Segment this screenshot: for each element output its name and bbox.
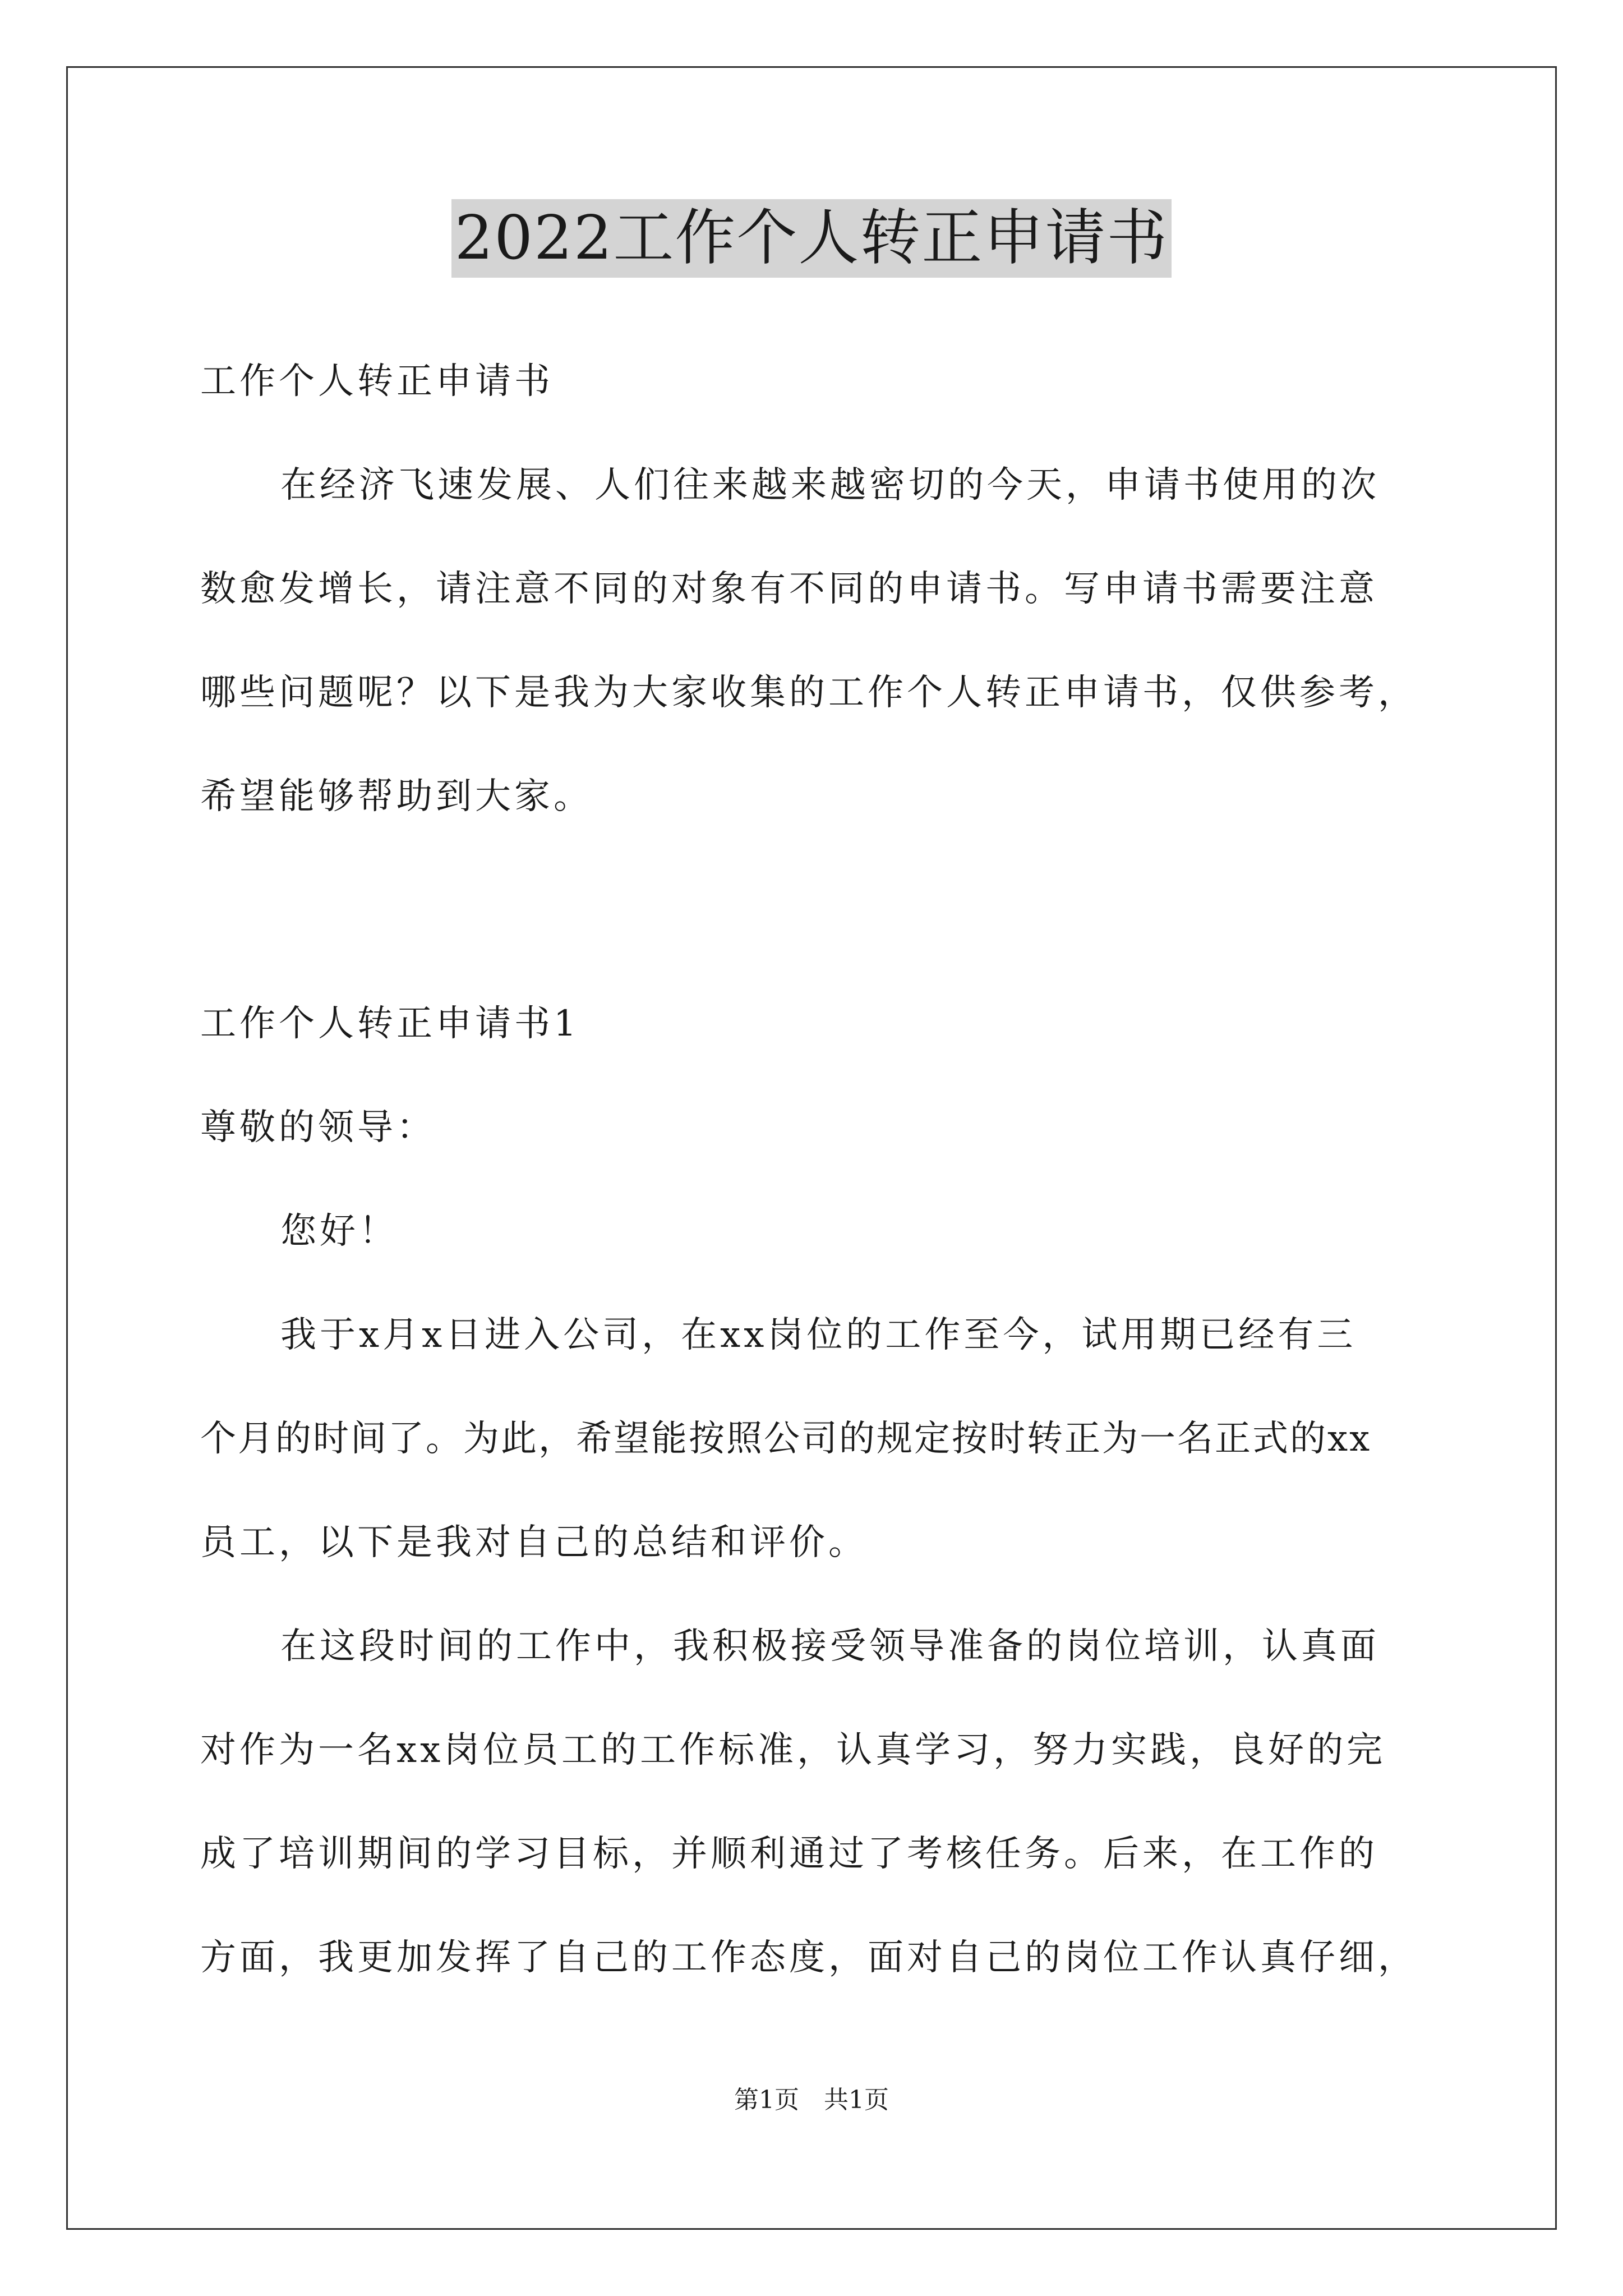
intro-line-3: 哪些问题呢？以下是我为大家收集的工作个人转正申请书，仅供参考， [200,672,1417,714]
intro-line-1: 在经济飞速发展、人们往来越来越密切的今天，申请书使用的次 [280,464,1380,506]
paragraph1-line-1: 我于x月x日进入公司，在xx岗位的工作至今，试用期已经有三 [280,1314,1357,1356]
salutation: 尊敬的领导： [200,1107,436,1148]
paragraph2-line-4: 方面，我更加发挥了自己的工作态度，面对自己的岗位工作认真仔细， [200,1937,1417,1978]
paragraph2-line-2: 对作为一名xx岗位员工的工作标准，认真学习，努力实践，良好的完 [200,1729,1386,1771]
title-container [0,199,1623,278]
page-footer: 第1页 共1页 [734,2086,889,2114]
intro-line-4: 希望能够帮助到大家。 [200,776,593,817]
paragraph1-line-2: 个月的时间了。为此，希望能按照公司的规定按时转正为一名正式的xx [200,1418,1372,1460]
intro-line-2: 数愈发增长，请注意不同的对象有不同的申请书。写申请书需要注意 [200,568,1378,610]
paragraph2-line-1: 在这段时间的工作中，我积极接受领导准备的岗位培训，认真面 [280,1626,1380,1667]
paragraph1-line-3: 员工，以下是我对自己的总结和评价。 [200,1522,868,1563]
greeting: 您好！ [280,1211,398,1252]
document-subtitle: 工作个人转正申请书 [200,361,554,402]
section-heading: 工作个人转正申请书1 [200,1003,580,1045]
document-title: 2022工作个人转正申请书 [451,199,1172,278]
paragraph2-line-3: 成了培训期间的学习目标，并顺利通过了考核任务。后来，在工作的 [200,1833,1378,1875]
